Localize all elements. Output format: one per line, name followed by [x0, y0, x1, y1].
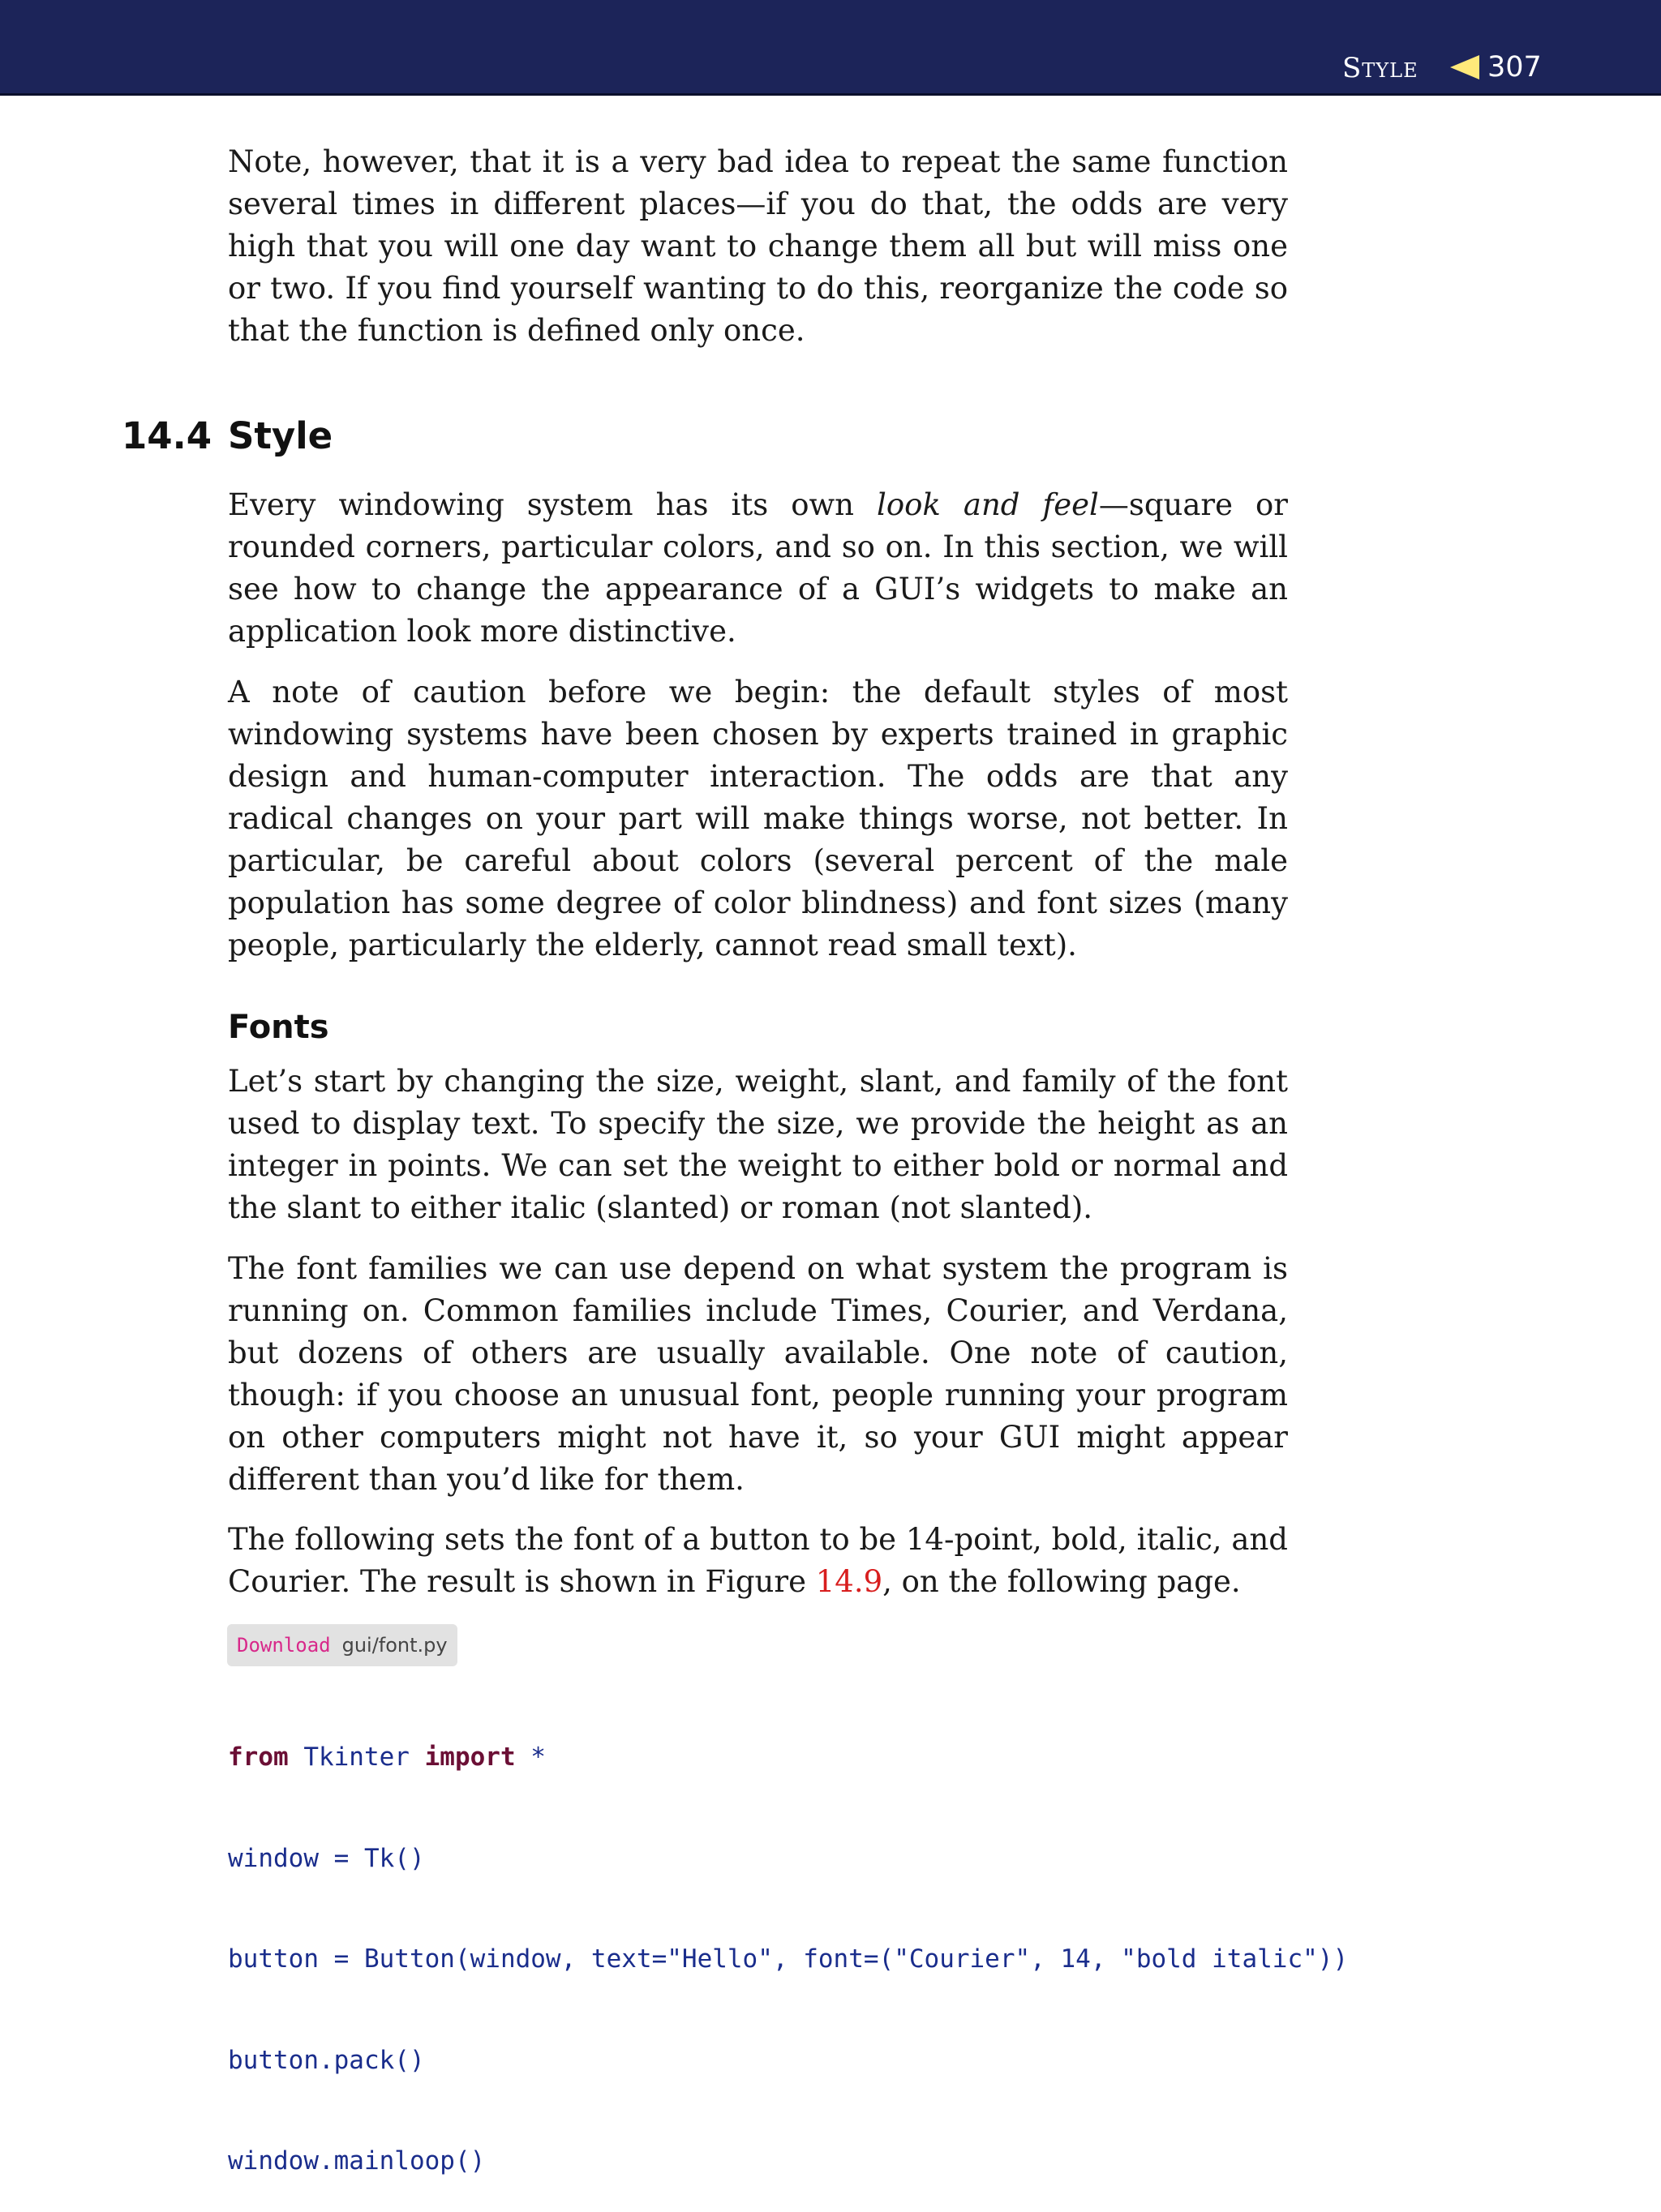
paragraph-following-example: [228, 1519, 1288, 1603]
code-line-1: [228, 1741, 1348, 1775]
paragraph-function-reuse: Note, however, that it is a very bad idea to repeat the same function several times in different places—if you do that, the odds are very high that you will one day want to change them all but will miss one or two. If you find yourself wanting to do this, reorganize the code so that the function is defined only once.: [228, 144, 1288, 348]
code-keyword: import: [424, 1743, 516, 1772]
code-line-3: button = Button(window, text="Hello", font=("Courier", 14, "bold italic")): [228, 1944, 1349, 1974]
paragraph-font-properties: Let’s start by changing the size, weight, slant, and family of the font used to display text. To specify the size, we provide the height as an integer in points. We can set the weight to either bold or normal and the slant to either italic (slanted) or roman (not slanted).: [228, 1064, 1288, 1225]
download-file-path: gui/font.py: [341, 1634, 448, 1657]
text-span: , on the following page.: [882, 1564, 1241, 1599]
text-span: —square or rounded corners, particular colors, and so on. In this section, we will see how to change the appearance of a GUI’s widgets to make an application look more distinctive.: [228, 487, 1288, 649]
running-head-title: Style: [1342, 52, 1419, 84]
section-title: Style: [228, 414, 333, 457]
download-tab[interactable]: [227, 1624, 457, 1666]
code-keyword: from: [228, 1743, 289, 1772]
text-span: The following sets the font of a button to be 14-point, bold, italic, and Courier. The result is shown in Figure: [228, 1522, 1288, 1599]
section-number: 14.4: [122, 414, 212, 457]
code-token: *: [515, 1743, 546, 1772]
download-link[interactable]: Download: [237, 1634, 331, 1657]
emphasis-look-and-feel: look and feel: [877, 487, 1099, 522]
paragraph-font-families: The font families we can use depend on what system the program is running on. Common families include Times, Courier, and Verdana, but dozens of others are usually available. One note of caution, though: if you choose an unusual font, people running your program on other computers might not have it, so your GUI might appear different than you’d like for them.: [228, 1251, 1288, 1497]
paragraph-caution: A note of caution before we begin: the default styles of most windowing systems have been chosen by experts trained in graphic design and human-computer interaction. The odds are that any radical changes on your part will make things worse, not better. In particular, be careful about colors (several percent of the male population has some degree of color blindness) and font sizes (many people, particularly the elderly, cannot read small text).: [228, 675, 1288, 962]
header-bar: [0, 0, 1661, 96]
code-token: Tkinter: [288, 1743, 425, 1772]
code-line-4: button.pack(): [228, 2045, 425, 2075]
code-line-5: window.mainloop(): [228, 2146, 486, 2176]
code-listing: [228, 1674, 1348, 2212]
subsection-title: Fonts: [228, 1009, 329, 1046]
text-span: Every windowing system has its own: [228, 487, 878, 522]
code-line-2: window = Tk(): [228, 1843, 425, 1873]
paragraph-look-and-feel: [228, 484, 1288, 653]
left-arrow-icon: [1450, 55, 1479, 79]
figure-reference-link[interactable]: 14.9: [815, 1564, 883, 1599]
page-number: 307: [1487, 51, 1542, 84]
